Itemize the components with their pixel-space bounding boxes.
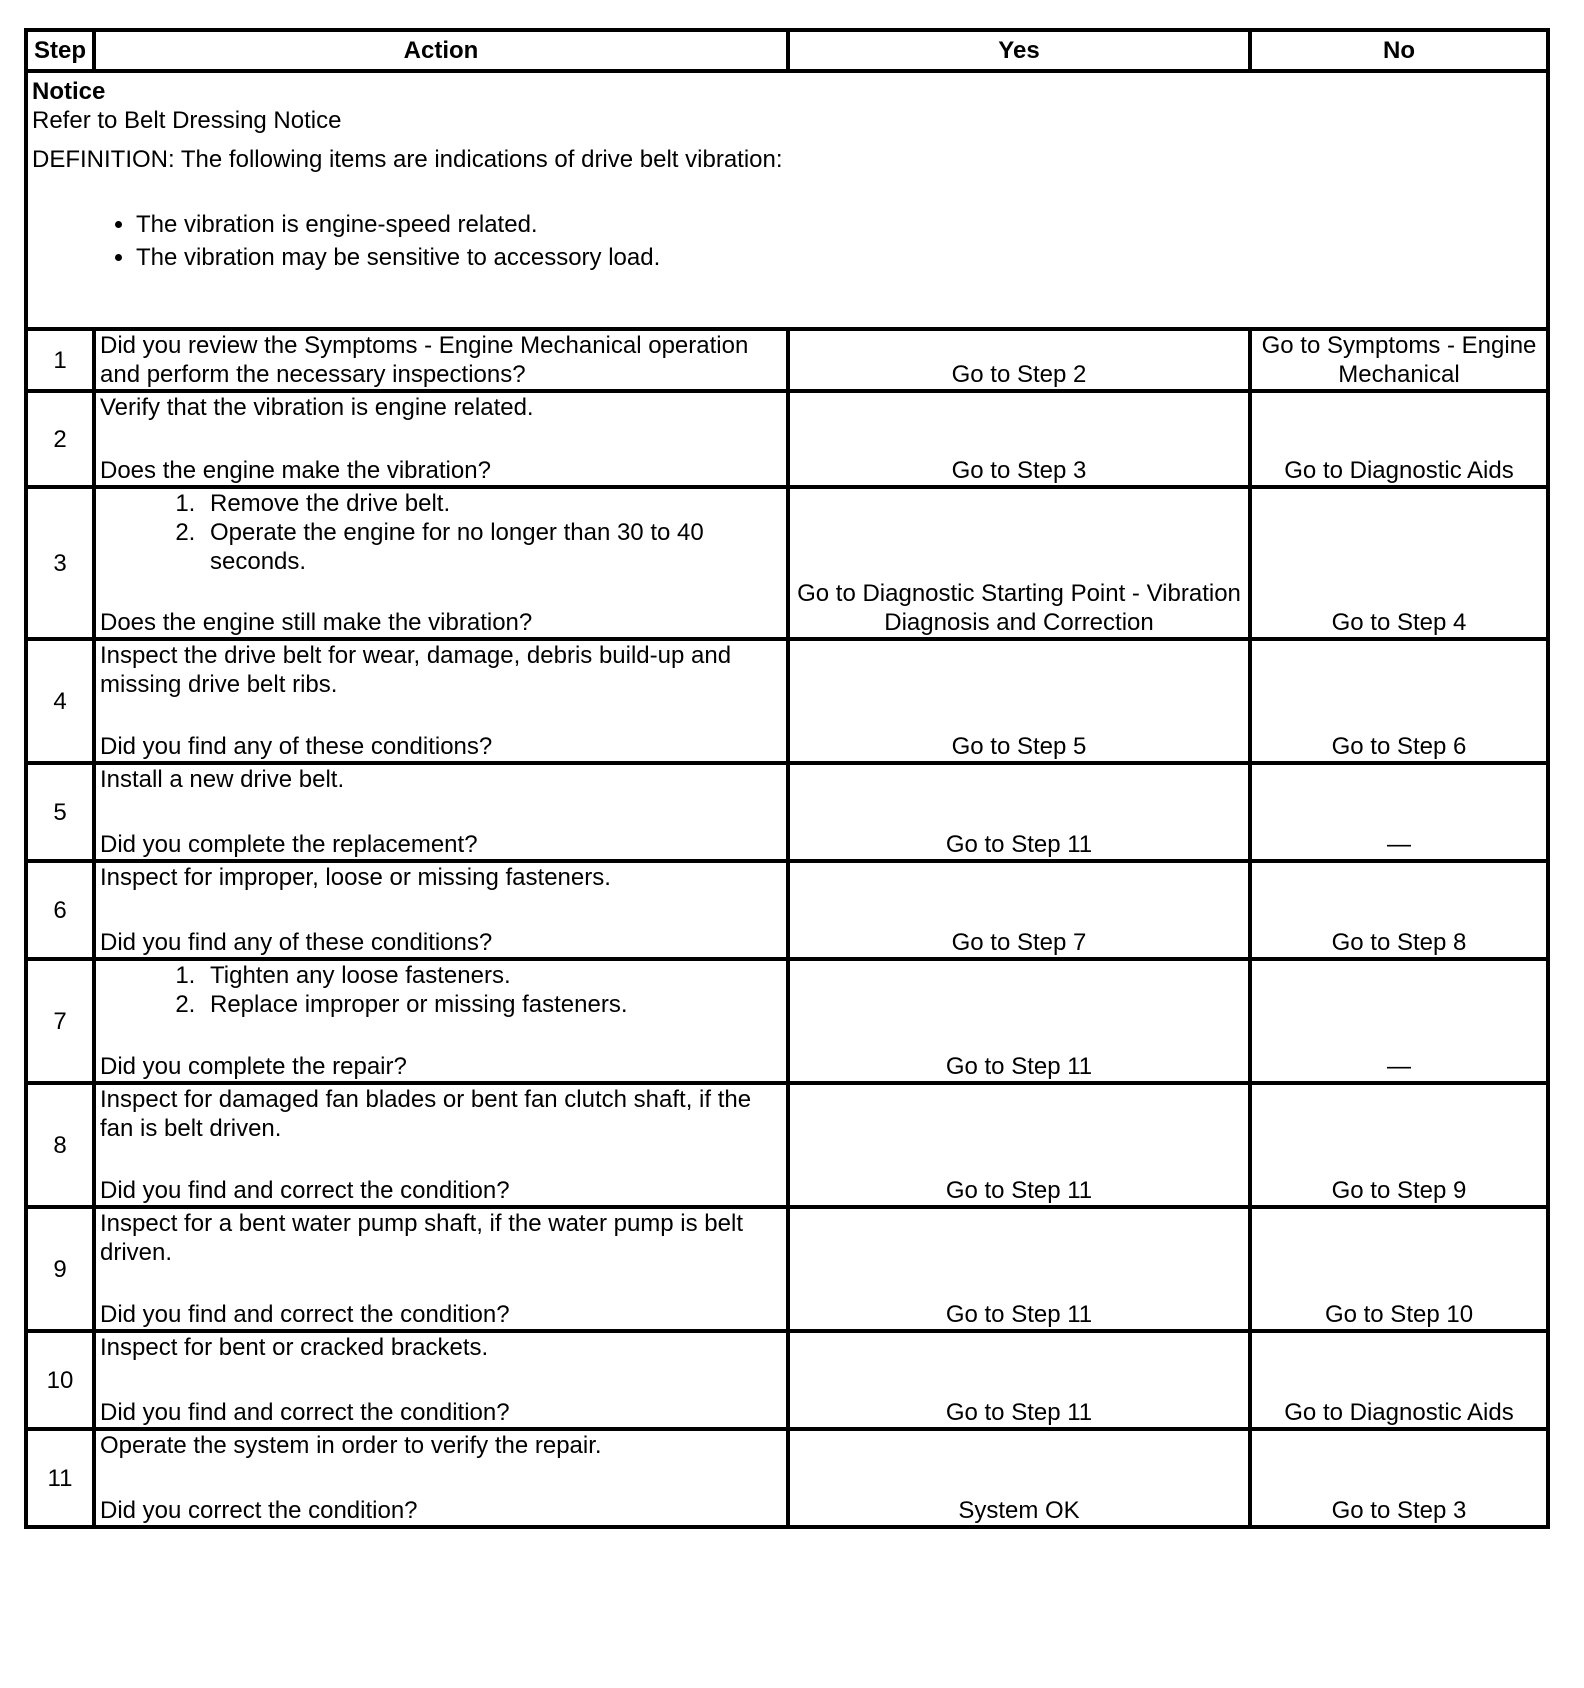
action-text: Did you review the Symptoms - Engine Mechanical operation and perform the necessary inspections? — [100, 332, 749, 388]
action-body — [100, 393, 782, 422]
step-number: 4 — [26, 639, 94, 763]
step-number: 7 — [26, 959, 94, 1083]
no-text: Go to Step 8 — [1331, 929, 1467, 956]
step-action — [94, 959, 788, 1083]
action-content — [100, 331, 782, 389]
action-text: Inspect for bent or cracked brackets. — [100, 1334, 489, 1361]
header-yes: Yes — [788, 30, 1250, 71]
action-question: Does the engine make the vibration? — [100, 457, 491, 484]
action-question: Did you complete the repair? — [100, 1053, 407, 1080]
notice-row — [26, 71, 1548, 329]
action-content — [100, 641, 782, 761]
definition-bullet: • The vibration may be sensitive to accessory load. — [136, 243, 1542, 272]
yes-text: Go to Step 11 — [945, 1177, 1093, 1204]
action-body — [100, 641, 782, 699]
definition-bullets — [32, 210, 1542, 272]
step-row — [26, 1207, 1548, 1331]
diagnostic-document — [24, 28, 1546, 1529]
step-action — [94, 487, 788, 639]
no-outcome — [1250, 1207, 1548, 1331]
step-action — [94, 1083, 788, 1207]
action-content — [100, 961, 782, 1081]
action-substep: 2. Replace improper or missing fasteners. — [202, 990, 782, 1019]
action-text: Operate the system in order to verify the repair. — [100, 1432, 602, 1459]
action-question: Did you find and correct the condition? — [100, 1399, 510, 1426]
step-row — [26, 763, 1548, 861]
action-body — [100, 1209, 782, 1267]
step-number: 5 — [26, 763, 94, 861]
step-number: 9 — [26, 1207, 94, 1331]
no-text: Go to Step 10 — [1324, 1301, 1474, 1328]
notice-title: Notice — [32, 78, 106, 105]
yes-text: Go to Step 11 — [945, 1399, 1093, 1426]
yes-outcome — [788, 1083, 1250, 1207]
yes-text: Go to Step 2 — [951, 361, 1087, 388]
step-action — [94, 1331, 788, 1429]
yes-outcome — [788, 1331, 1250, 1429]
definition-bullet: • The vibration is engine-speed related. — [136, 210, 1542, 239]
no-outcome — [1250, 1083, 1548, 1207]
step-row — [26, 861, 1548, 959]
no-text: Go to Step 6 — [1331, 733, 1467, 760]
yes-outcome — [788, 1429, 1250, 1527]
header-no: No — [1250, 30, 1548, 71]
action-content — [100, 1431, 782, 1525]
notice-reference: Refer to Belt Dressing Notice — [32, 107, 342, 134]
action-body — [100, 1333, 782, 1362]
no-outcome — [1250, 487, 1548, 639]
action-question: Did you correct the condition? — [100, 1497, 418, 1524]
action-text: Install a new drive belt. — [100, 766, 345, 793]
yes-outcome — [788, 639, 1250, 763]
step-row — [26, 487, 1548, 639]
yes-outcome — [788, 1207, 1250, 1331]
action-text: Inspect for improper, loose or missing fasteners. — [100, 864, 611, 891]
action-body — [100, 1085, 782, 1143]
no-text: Go to Step 4 — [1331, 609, 1467, 636]
action-substep: 1. Tighten any loose fasteners. — [202, 961, 782, 990]
header-step: Step — [26, 30, 94, 71]
step-number: 10 — [26, 1331, 94, 1429]
step-number: 1 — [26, 329, 94, 391]
yes-text: Go to Step 11 — [945, 831, 1093, 858]
action-content — [100, 1085, 782, 1205]
no-text: Go to Symptoms - Engine Mechanical — [1261, 332, 1537, 388]
yes-outcome — [788, 959, 1250, 1083]
step-row — [26, 959, 1548, 1083]
yes-text: Go to Diagnostic Starting Point - Vibration Diagnosis and Correction — [797, 580, 1241, 636]
notice-cell — [26, 71, 1548, 329]
action-substeps — [100, 489, 782, 576]
yes-outcome — [788, 487, 1250, 639]
header-row — [26, 30, 1548, 71]
no-outcome — [1250, 329, 1548, 391]
step-row — [26, 1429, 1548, 1527]
action-substep: 2. Operate the engine for no longer than 30 to 40 seconds. — [202, 518, 782, 576]
step-number: 3 — [26, 487, 94, 639]
no-outcome — [1250, 639, 1548, 763]
no-outcome — [1250, 1331, 1548, 1429]
no-outcome — [1250, 391, 1548, 487]
step-row — [26, 1083, 1548, 1207]
action-question: Did you find and correct the condition? — [100, 1177, 510, 1204]
action-text: Inspect for a bent water pump shaft, if the water pump is belt driven. — [100, 1210, 743, 1266]
action-content — [100, 393, 782, 485]
step-number: 2 — [26, 391, 94, 487]
step-row — [26, 639, 1548, 763]
action-question: Did you find any of these conditions? — [100, 929, 493, 956]
step-row — [26, 1331, 1548, 1429]
no-text: Go to Diagnostic Aids — [1284, 457, 1514, 484]
action-content — [100, 1333, 782, 1427]
action-text: Inspect for damaged fan blades or bent fan clutch shaft, if the fan is belt driven. — [100, 1086, 752, 1142]
step-action — [94, 391, 788, 487]
action-body — [100, 863, 782, 892]
yes-text: Go to Step 5 — [951, 733, 1087, 760]
action-body — [100, 765, 782, 794]
action-question: Did you find any of these conditions? — [100, 733, 493, 760]
action-content — [100, 765, 782, 859]
step-row — [26, 329, 1548, 391]
yes-outcome — [788, 763, 1250, 861]
action-body — [100, 331, 782, 389]
header-action: Action — [94, 30, 788, 71]
no-text: — — [1387, 831, 1411, 858]
action-body — [100, 489, 782, 576]
step-action — [94, 1429, 788, 1527]
action-content — [100, 489, 782, 637]
step-action — [94, 329, 788, 391]
yes-outcome — [788, 329, 1250, 391]
step-action — [94, 1207, 788, 1331]
no-text: Go to Step 3 — [1331, 1497, 1467, 1524]
step-row — [26, 391, 1548, 487]
yes-outcome — [788, 861, 1250, 959]
definition-text: DEFINITION: The following items are indications of drive belt vibration: — [32, 146, 783, 173]
step-action — [94, 763, 788, 861]
action-substeps — [100, 961, 782, 1019]
no-text: — — [1387, 1053, 1411, 1080]
yes-text: System OK — [958, 1497, 1080, 1524]
no-outcome — [1250, 1429, 1548, 1527]
action-content — [100, 1209, 782, 1329]
step-action — [94, 639, 788, 763]
yes-outcome — [788, 391, 1250, 487]
step-number: 8 — [26, 1083, 94, 1207]
yes-text: Go to Step 7 — [951, 929, 1087, 956]
yes-text: Go to Step 11 — [945, 1301, 1093, 1328]
no-outcome — [1250, 763, 1548, 861]
step-number: 11 — [26, 1429, 94, 1527]
no-outcome — [1250, 861, 1548, 959]
action-question: Did you complete the replacement? — [100, 831, 478, 858]
no-outcome — [1250, 959, 1548, 1083]
action-text: Verify that the vibration is engine related. — [100, 394, 534, 421]
no-text: Go to Diagnostic Aids — [1284, 1399, 1514, 1426]
action-body — [100, 1431, 782, 1460]
action-text: Inspect the drive belt for wear, damage, debris build-up and missing drive belt ribs. — [100, 642, 732, 698]
yes-text: Go to Step 3 — [951, 457, 1087, 484]
step-action — [94, 861, 788, 959]
action-content — [100, 863, 782, 957]
yes-text: Go to Step 11 — [945, 1053, 1093, 1080]
action-body — [100, 961, 782, 1019]
step-number: 6 — [26, 861, 94, 959]
action-question: Did you find and correct the condition? — [100, 1301, 510, 1328]
action-substep: 1. Remove the drive belt. — [202, 489, 782, 518]
diagnostic-table — [24, 28, 1550, 1529]
action-question: Does the engine still make the vibration? — [100, 609, 533, 636]
no-text: Go to Step 9 — [1331, 1177, 1467, 1204]
